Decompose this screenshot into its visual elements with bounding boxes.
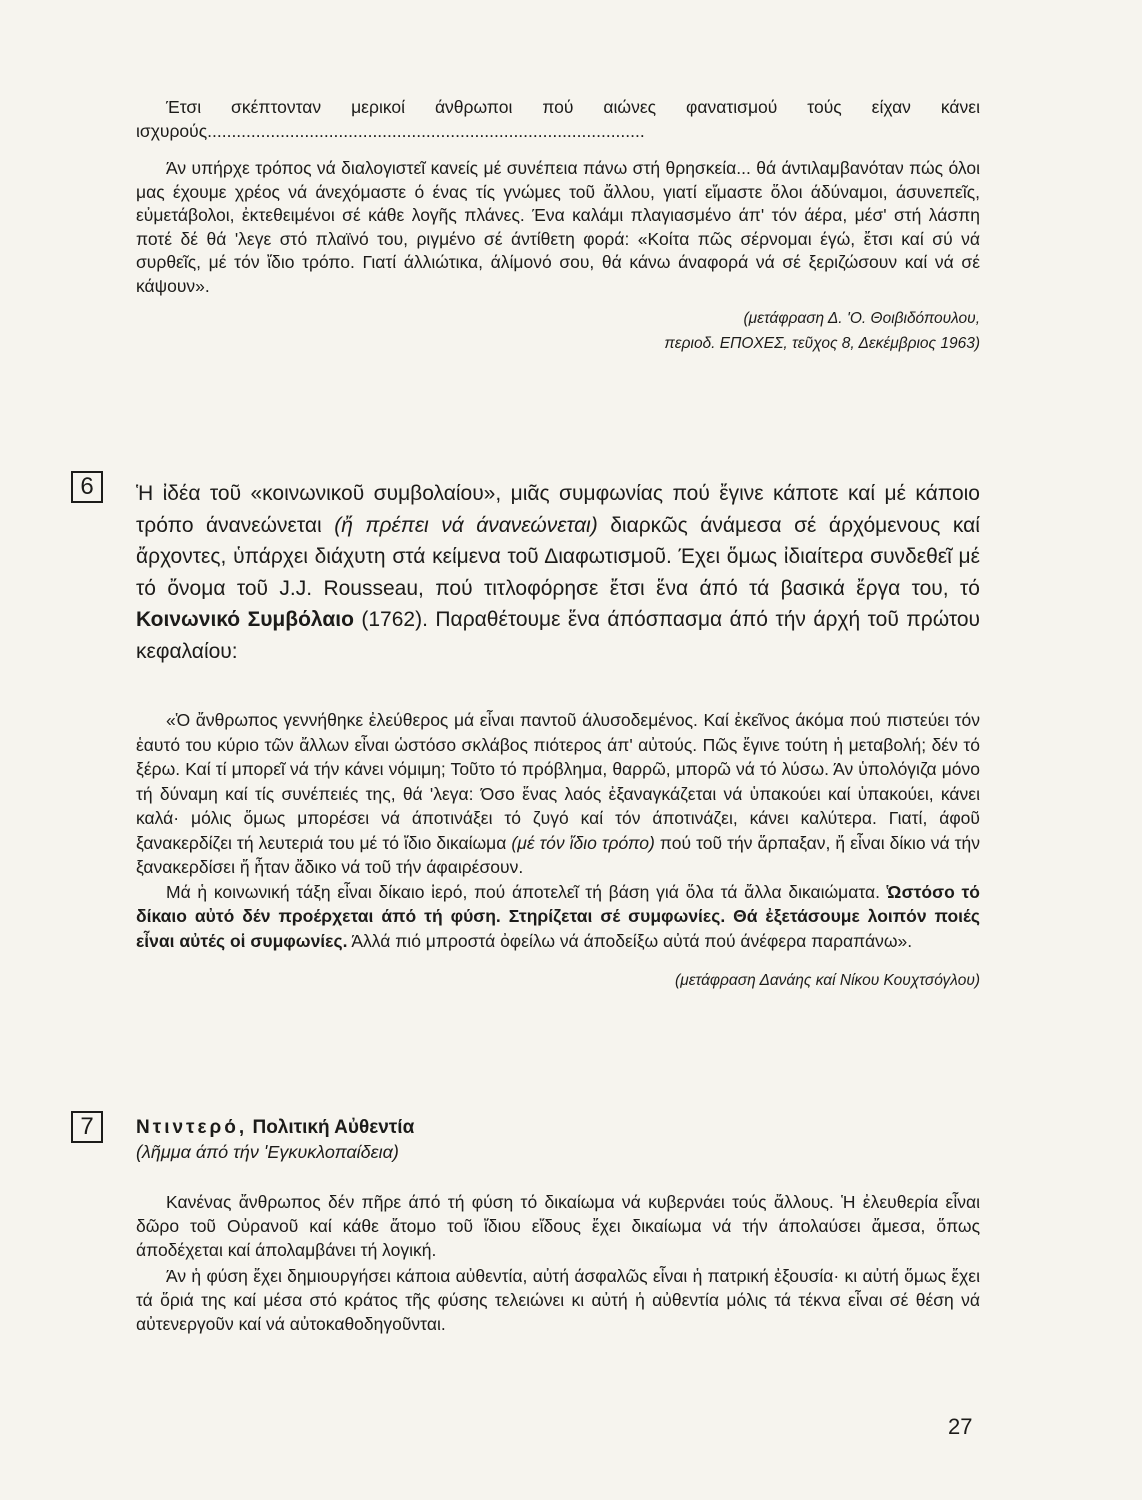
paragraph: [136, 478, 980, 667]
citation-line: (μετάφραση Δ. 'Ο. Θοιβιδόπουλου,: [743, 310, 980, 327]
text-run: διαρκῶς άνάμεσα σέ άρχόμενους καί ἄρχοντες, ὑπάρχει διάχυτη στά κείμενα τοῦ Διαφωτισμοῦ. Έχει ὅμως ἰδιαίτερα συνδεθεῖ μέ τό ὄνομα τοῦ J.J. Rousseau, πού τιτλοφόρησε ἔτσι ἕνα άπό τά βασικά ἔργα του, τό: [136, 513, 980, 600]
section-6-intro: [136, 478, 980, 667]
section-1-text: [136, 96, 980, 356]
text-run: Άλλά πιό μπροστά ὀφείλω νά άποδείξω αὐτά πού άνέφερα παραπάνω».: [347, 930, 913, 951]
paragraph: Κανένας ἄνθρωπος δέν πῆρε άπό τή φύση τό δικαίωμα νά κυβερνάει τούς ἄλλους. Ἡ ἐλευθερία εἶναι δῶρο τοῦ Οὐρανοῦ καί κάθε ἄτομο τοῦ ἴδιου εἴδους ἔχει δικαίωμα νά τήν άπολαύσει ἄμεσα, ὅπως άποδέχεται καί άπολαμβάνει τή λογική.: [136, 1192, 980, 1260]
citation: [136, 306, 980, 356]
section-number-badge: 7: [71, 1111, 103, 1143]
italic-run: (μέ τόν ἴδιο τρόπο): [511, 832, 655, 853]
paragraph: [136, 708, 980, 880]
bold-run: Κοινωνικό Συμβόλαιο: [136, 608, 354, 631]
citation: (μετάφραση Δανάης καί Νίκου Κουχτσόγλου): [675, 972, 980, 989]
section-title: [136, 1116, 980, 1140]
text-run: πού τοῦ τήν ἅρπαξαν, ἤ εἶναι δίκιο νά τήν ξανακερδίσει ἤ ἦταν ἄδικο νά τοῦ τήν άφαιρέσουν.: [136, 832, 980, 877]
section-subtitle: (λῆμμα άπό τήν 'Εγκυκλοπαίδεια): [136, 1142, 399, 1162]
section-7-text: [136, 1190, 980, 1336]
section-6-quote: [136, 708, 980, 994]
page-number: 27: [948, 1414, 973, 1439]
text-run: «Ὁ ἄνθρωπος γεννήθηκε ἐλεύθερος μά εἶναι παντοῦ άλυσοδεμένος. Καί ἐκεῖνος άκόμα πού πιστεύει τόν ἑαυτό του κύριο τῶν ἄλλων εἶναι ὡστόσο σκλάβος πιότερος άπ' αὐτούς. Πῶς ἔγινε τούτη ἡ μεταβολή; δέν τό ξέρω. Καί τί μπορεῖ νά τήν κάνει νόμιμη; Τοῦτο τό πρόβλημα, θαρρῶ, μπορῶ νά τό λύσω. Άν ὑπολόγιζα μόνο τή δύναμη καί τίς συνέπειές της, θά 'λεγα: Όσο ἕνας λαός ἐξαναγκάζεται νά ὑπακούει καί ὑπακούει, κάνει καλά· μόλις ὅμως μπορέσει νά άποτινάξει τό ζυγό καί τόν άποτινάζει, κάνει καλύτερα. Γιατί, άφοῦ ξανακερδίζει τή λευτεριά του μέ τό ἴδιο δικαίωμα: [136, 710, 980, 853]
section-7-heading: [136, 1116, 980, 1164]
section-number-badge: 6: [71, 471, 103, 503]
bold-run: Ὡστόσο τό δίκαιο αὐτό δέν προέρχεται άπό τή φύση. Στηρίζεται σέ συμφωνίες. Θά ἐξετάσουμε λοιπόν ποιές εἶναι αὐτές οἱ συμφωνίες.: [136, 881, 980, 951]
paragraph: Άν υπήρχε τρόπος νά διαλογιστεῖ κανείς μέ συνέπεια πάνω στή θρησκεία... θά άντιλαμβανόταν πώς όλοι μας έχουμε χρέος νά άνεχόμαστε ό ένας τίς γνώμες τοῦ ἄλλου, γιατί εἴμαστε ὅλοι άδύναμοι, άσυνεπεῖς, εὐμετάβολοι, ἐκτεθειμένοι σέ κάθε λογῆς πλάνες. Ένα καλάμι πλαγιασμένο άπ' τόν άέρα, μέσ' στή λάσπη ποτέ δέ θά 'λεγε στό πλαϊνό του, ριγμένο σέ άντίθετη φορά: «Κοίτα πῶς σέρνομαι έγώ, ἔτσι καί σύ νά συρθεῖς, μέ τόν ἴδιο τρόπο. Γιατί άλλιώτικα, άλίμονό σου, θά κάνω άναφορά νά σέ ξεριζώσουν καί νά σέ κάψουν».: [136, 158, 980, 296]
italic-run: (ἤ πρέπει νά άνανεώνεται): [334, 513, 598, 537]
text-run: Ἡ ἰδέα τοῦ «κοινωνικοῦ συμβολαίου», μιᾶς συμφωνίας πού ἔγινε κάποτε καί μέ κάποιο τρόπο άνανεώνεται: [136, 482, 980, 537]
text-run: (1762). Παραθέτουμε ἕνα άπόσπασμα άπό τήν άρχή τοῦ πρώτου κεφαλαίου:: [136, 608, 980, 663]
paragraph: Άν ἡ φύση ἔχει δημιουργήσει κάποια αὐθεντία, αὐτή άσφαλῶς εἶναι ἡ πατρική ἐξουσία· κι αὐτή ὅμως ἔχει τά ὅριά της καί μέσα στό κράτος τῆς φύσης τελειώνει κι αὐτή ἡ αὐθεντία μόλις τά τέκνα εἶναι σέ θέση νά αὐτενεργοῦν καί νά αὐτοκαθοδηγοῦνται.: [136, 1266, 980, 1334]
author-name: Ντιντερό,: [136, 1117, 248, 1138]
paragraph: [136, 880, 980, 954]
paragraph: Έτσι σκέπτονταν μερικοί άνθρωποι πού αιώνες φανατισμού τούς είχαν κάνει ισχυρούς..........................................................................................: [136, 97, 980, 141]
title-text: Πολιτική Αὐθεντία: [247, 1117, 415, 1138]
citation-line: περιοδ. ΕΠΟΧΕΣ, τεῦχος 8, Δεκέμβριος 1963): [664, 335, 980, 352]
text-run: Μά ἡ κοινωνική τάξη εἶναι δίκαιο ἱερό, πού άποτελεῖ τή βάση γιά ὅλα τά ἄλλα δικαιώματα.: [166, 881, 887, 902]
